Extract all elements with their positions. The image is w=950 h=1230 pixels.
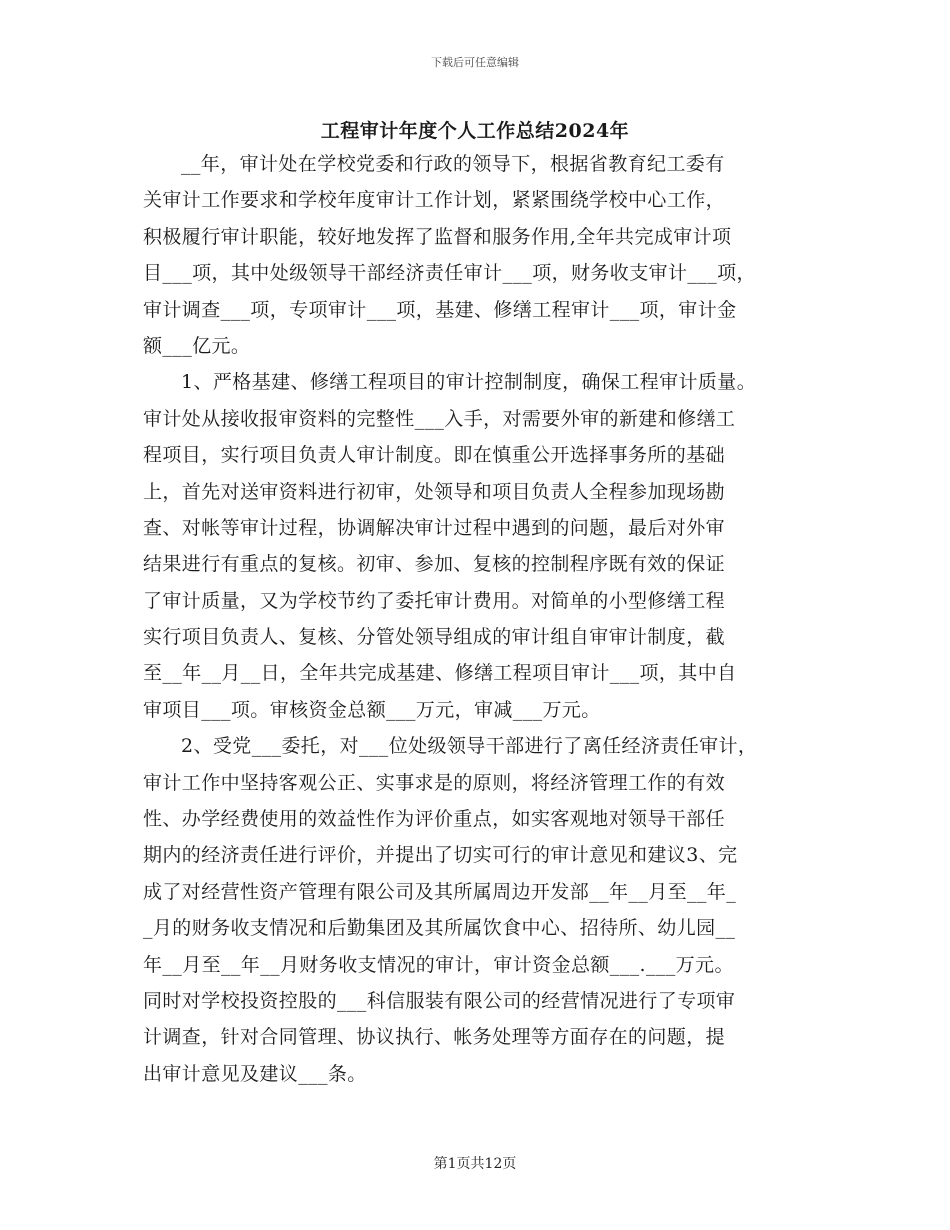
paragraph-line: 结果进行有重点的复核。初审、参加、复核的控制程序既有效的保证 bbox=[143, 553, 726, 576]
paragraph-line: 性、办学经费使用的效益性作为评价重点，如实客观地对领导干部任 bbox=[143, 808, 726, 831]
paragraph-line: 了审计质量，又为学校节约了委托审计费用。对简单的小型修缮工程 bbox=[143, 589, 726, 612]
paragraph-line: __年，审计处在学校党委和行政的领导下，根据省教育纪工委有 bbox=[181, 153, 725, 175]
paragraph-line: 1、严格基建、修缮工程项目的审计控制制度，确保工程审计质量。 bbox=[181, 371, 757, 394]
paragraph-line: 积极履行审计职能，较好地发挥了监督和服务作用,全年共完成审计项 bbox=[143, 225, 732, 248]
document-title: 工程审计年度个人工作总结2024年 bbox=[320, 120, 630, 142]
paragraph-line: 年__月至__年__月财务收支情况的审计，审计资金总额___.___万元。 bbox=[143, 953, 734, 976]
paragraph-line: 关审计工作要求和学校年度审计工作计划，紧紧围绕学校中心工作， bbox=[143, 189, 726, 212]
page-number: 第1页共12页 bbox=[433, 1156, 517, 1172]
paragraph-line: 计调查，针对合同管理、协议执行、帐务处理等方面存在的问题，提 bbox=[143, 1026, 726, 1049]
paragraph-line: 同时对学校投资控股的___科信服装有限公司的经营情况进行了专项审 bbox=[143, 989, 736, 1012]
document-body bbox=[143, 146, 823, 1092]
paragraph-line: 2、受党___委托，对___位处级领导干部进行了离任经济责任审计， bbox=[181, 735, 758, 758]
paragraph-line: 目___项，其中处级领导干部经济责任审计___项，财务收支审计___项， bbox=[143, 262, 756, 285]
paragraph-line: 至__年__月__日，全年共完成基建、修缮工程项目审计___项，其中自 bbox=[143, 662, 737, 685]
paragraph-line: 成了对经营性资产管理有限公司及其所属周边开发部__年__月至__年_ bbox=[143, 880, 737, 903]
paragraph-line: _月的财务收支情况和后勤集团及其所属饮食中心、招待所、幼儿园__ bbox=[143, 917, 736, 940]
paragraph-line: 审计处从接收报审资料的完整性___入手，对需要外审的新建和修缮工 bbox=[143, 407, 736, 430]
paragraph-line: 实行项目负责人、复核、分管处领导组成的审计组自审审计制度，截 bbox=[143, 626, 726, 649]
paragraph-line: 审项目___项。审核资金总额___万元，审减___万元。 bbox=[143, 698, 601, 721]
paragraph-line: 程项目，实行项目负责人审计制度。即在慎重公开选择事务所的基础 bbox=[143, 444, 726, 467]
paragraph-line: 上，首先对送审资料进行初审，处领导和项目负责人全程参加现场勘 bbox=[143, 480, 726, 503]
paragraph-line: 期内的经济责任进行评价，并提出了切实可行的审计意见和建议3、完 bbox=[143, 844, 738, 867]
paragraph-line: 查、对帐等审计过程，协调解决审计过程中遇到的问题，最后对外审 bbox=[143, 516, 726, 539]
paragraph-line: 审计工作中坚持客观公正、实事求是的原则，将经济管理工作的有效 bbox=[143, 771, 726, 794]
paragraph-line: 审计调查___项，专项审计___项，基建、修缮工程审计___项，审计金 bbox=[143, 298, 737, 321]
paragraph-line: 出审计意见及建议___条。 bbox=[143, 1062, 367, 1085]
paragraph-line: 额___亿元。 bbox=[143, 334, 251, 357]
header-note: 下载后可任意编辑 bbox=[431, 56, 519, 69]
